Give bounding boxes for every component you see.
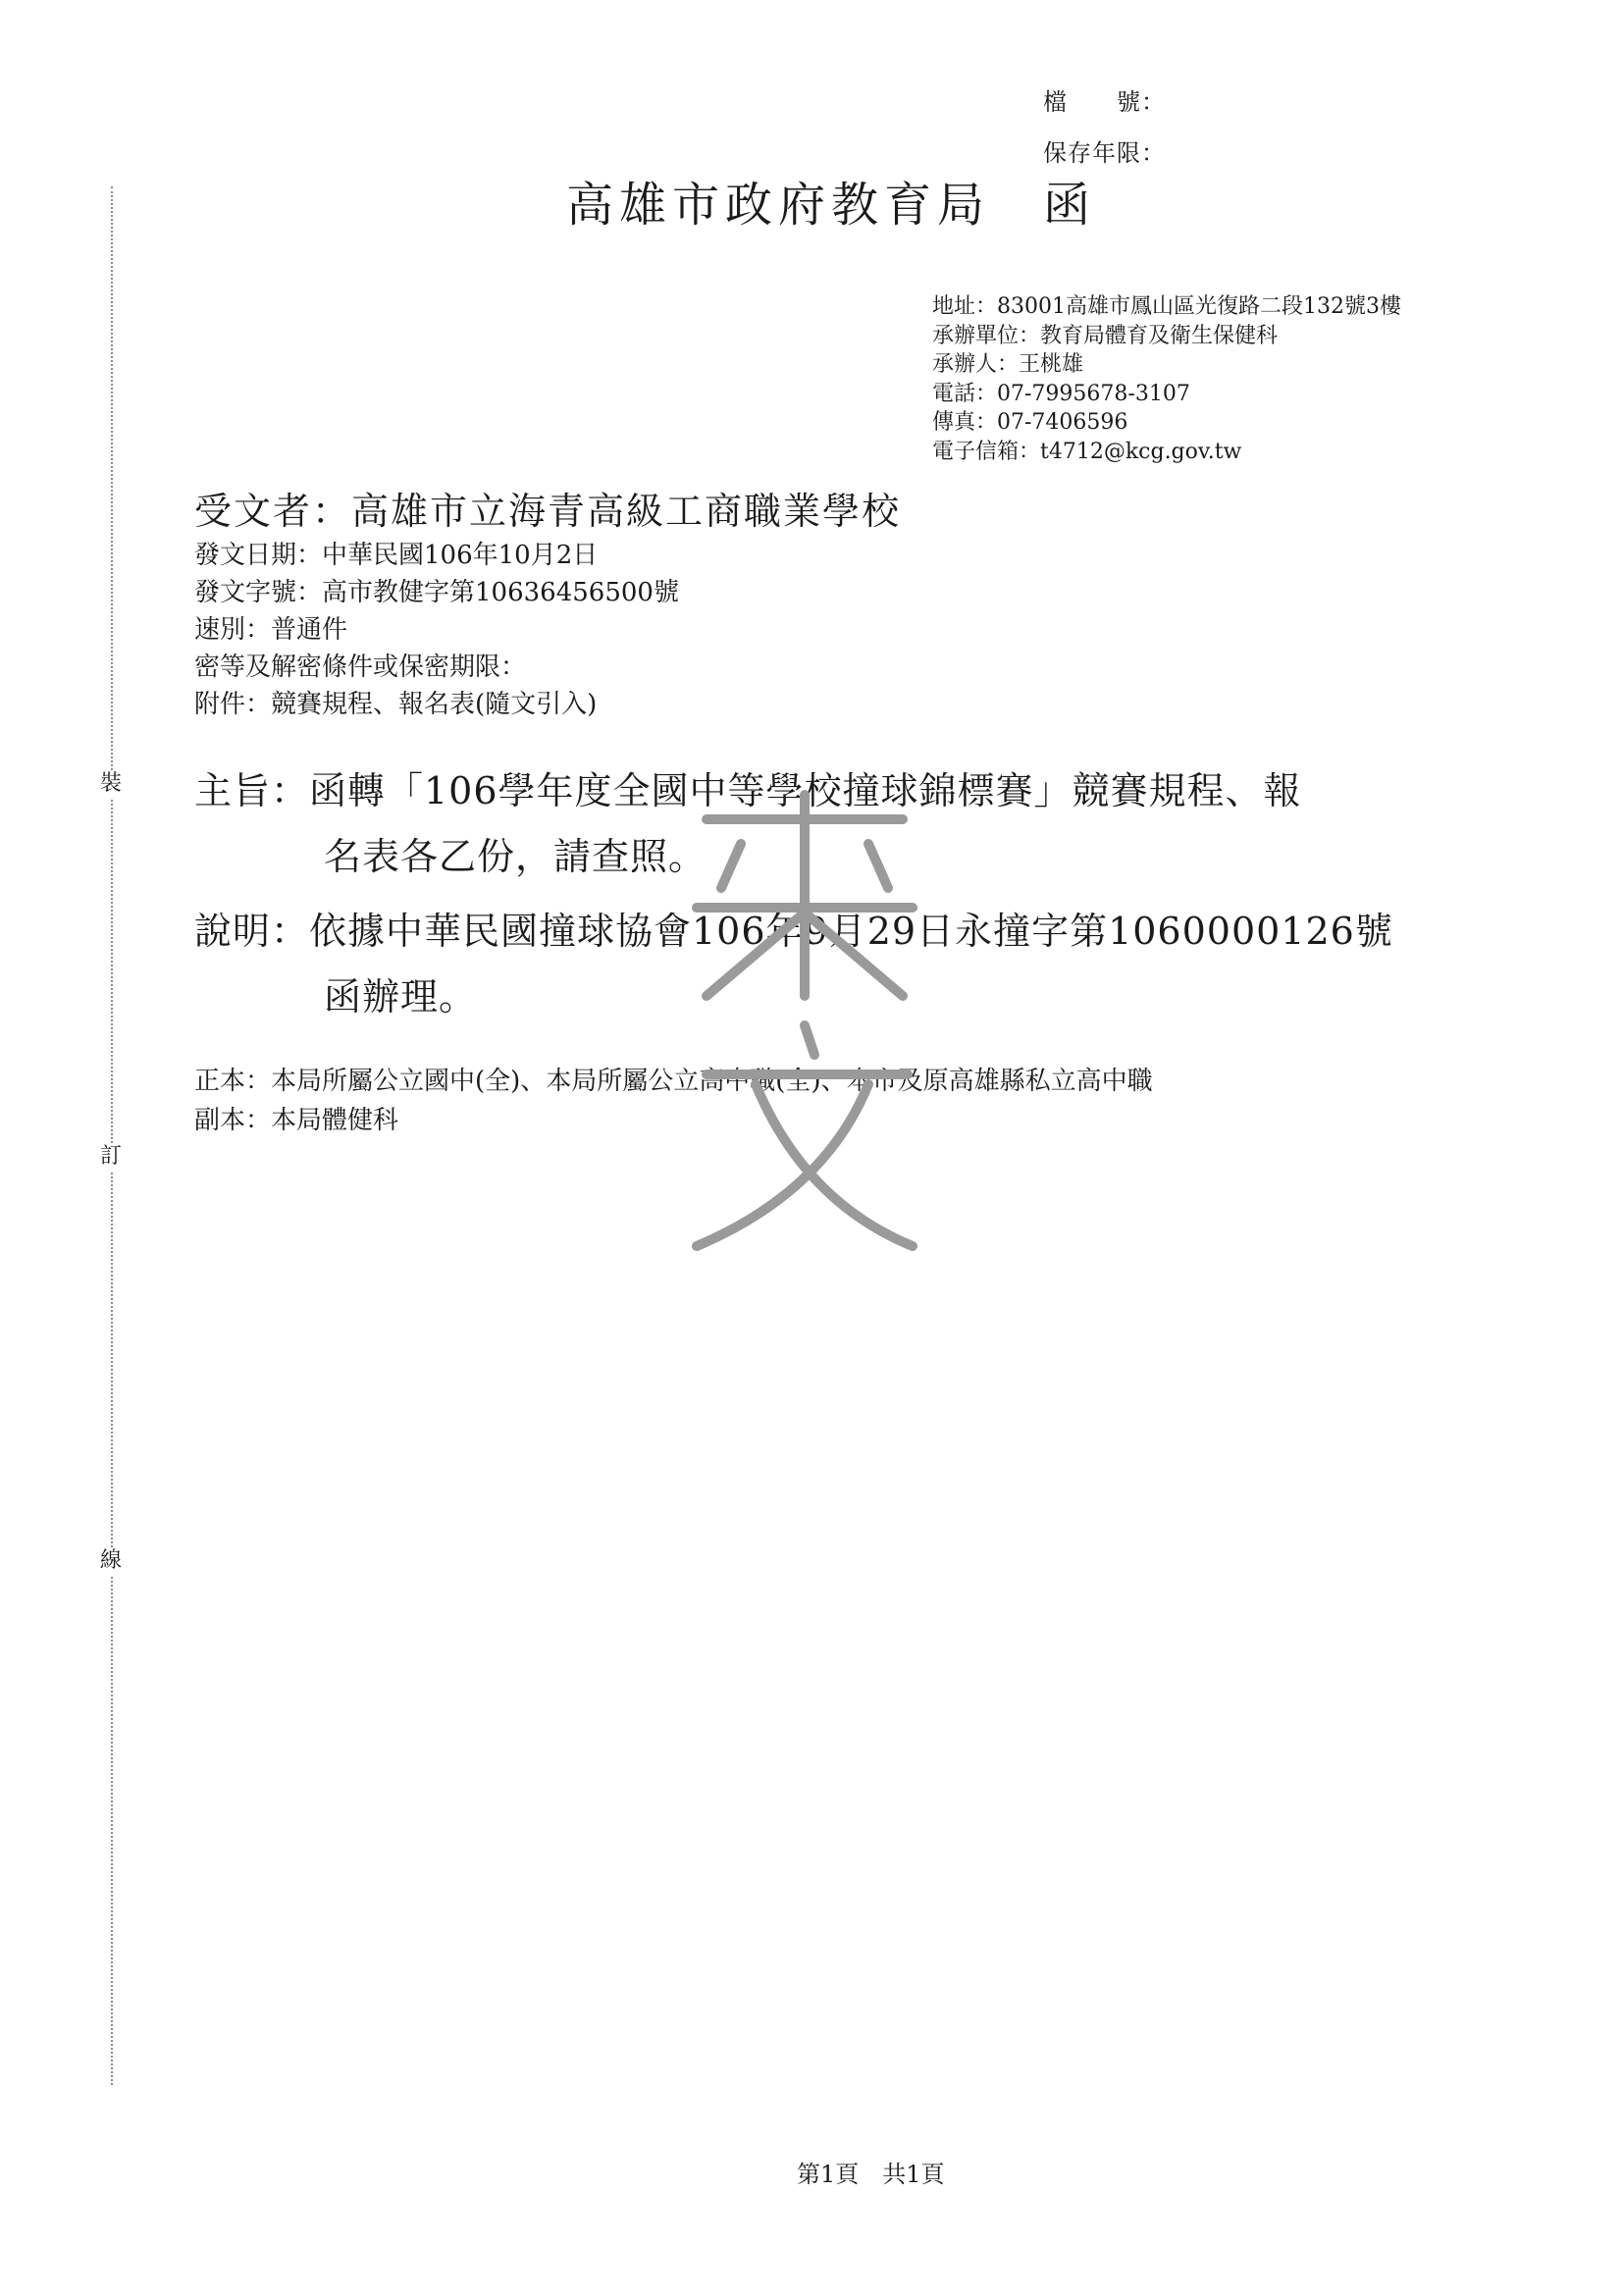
- contact-fax: 傳真：07-7406596: [932, 410, 1128, 435]
- contact-block: [932, 292, 1401, 466]
- attachments: 附件：競賽規程、報名表(隨文引入): [194, 690, 598, 719]
- contact-address: 地址：83001高雄市鳳山區光復路二段132號3樓: [932, 294, 1401, 319]
- recipient: 受文者：高雄市立海青高級工商職業學校: [194, 490, 902, 533]
- subject-line-2: 名表各乙份，請查照。: [324, 835, 707, 878]
- distribution-block: [194, 1062, 1153, 1140]
- document-number: 發文字號：高市教健字第10636456500號: [194, 578, 679, 607]
- binding-dotted-line: [111, 186, 113, 2085]
- retention-period-label: 保存年限：: [1043, 139, 1166, 167]
- delivery-speed: 速別：普通件: [194, 615, 348, 645]
- document-meta: [194, 537, 679, 723]
- binding-mark-xian: 線: [100, 1548, 123, 1573]
- binding-mark-zhuang: 裝: [100, 771, 123, 796]
- archive-number-label: 檔 號：: [1043, 88, 1166, 116]
- contact-phone: 電話：07-7995678-3107: [932, 381, 1190, 406]
- explanation-line-2: 函辦理。: [324, 975, 478, 1018]
- issue-date: 發文日期：中華民國106年10月2日: [194, 541, 599, 570]
- page-number: 第1頁 共1頁: [797, 2161, 945, 2188]
- security-level: 密等及解密條件或保密期限：: [194, 652, 527, 682]
- distribution-copy: 副本：本局體健科: [194, 1106, 399, 1135]
- contact-person: 承辦人：王桃雄: [932, 352, 1084, 377]
- binding-mark-ding: 訂: [100, 1144, 123, 1169]
- subject-line-1: 主旨：函轉「106學年度全國中等學校撞球錦標賽」競賽規程、報: [194, 769, 1302, 812]
- contact-email: 電子信箱：t4712@kcg.gov.tw: [932, 439, 1242, 464]
- distribution-original: 正本：本局所屬公立國中(全)、本局所屬公立高中職(全)、本市及原高雄縣私立高中職: [194, 1067, 1153, 1096]
- received-stamp: [687, 790, 922, 1261]
- contact-unit: 承辦單位：教育局體育及衛生保健科: [932, 323, 1279, 348]
- explanation-line-1: 說明：依據中華民國撞球協會106年9月29日永撞字第1060000126號: [194, 910, 1393, 953]
- document-title: 高雄市政府教育局 函: [566, 178, 1097, 233]
